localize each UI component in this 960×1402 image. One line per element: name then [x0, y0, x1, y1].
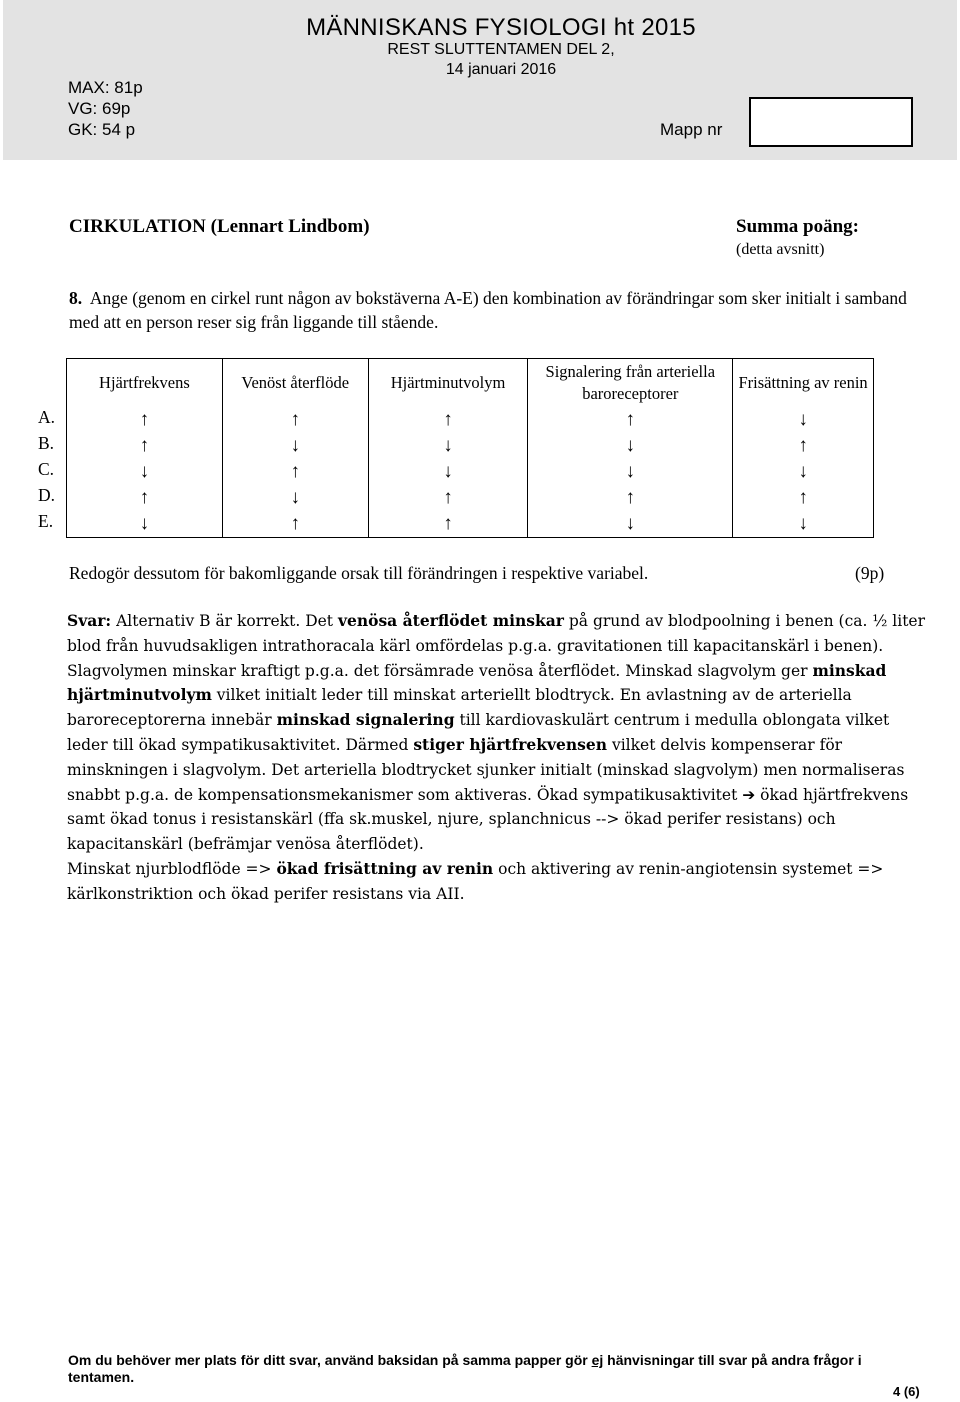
row-label-c[interactable]: C.	[38, 459, 55, 479]
table-row	[67, 459, 874, 485]
answer-seg: ökad frisättning av renin	[276, 858, 494, 878]
row-label-d[interactable]: D.	[38, 485, 56, 505]
course-title: MÄNNISKANS FYSIOLOGI ht 2015	[306, 14, 696, 41]
question-text: Ange (genom en cirkel runt någon av bokstäverna A-E) den kombination av förändringar som sker initialt i samband med att en person reser sig från liggande till stående.	[69, 288, 907, 332]
sum-label: Summa poäng:	[736, 216, 859, 237]
table-row	[67, 485, 874, 511]
points-label: (9p)	[855, 563, 885, 583]
answer-seg: Minskat njurblodflöde =>	[67, 859, 277, 878]
arrow-cell: ↑	[67, 433, 223, 459]
gk-score: GK: 54 p	[68, 120, 136, 139]
footer-underline: ej	[591, 1352, 604, 1368]
arrow-cell: ↓	[733, 407, 874, 433]
answer-seg: och aktivering av renin-angiotensin systemet => kärlkonstriktion och ökad perifer resistans via AII.	[67, 859, 884, 903]
arrow-cell: ↓	[368, 459, 528, 485]
arrow-cell: ↑	[733, 485, 874, 511]
col-header-baroreceptorer: Signalering från arteriella baroreceptorer	[528, 359, 733, 408]
answer-seg: på grund av blodpoolning i benen (ca. ½ liter blod från huvudsakligen intrathoracala kärl omfördelas p.g.a. gravitationen till kapacitanskärl i benen). Slagvolymen minskar kraftigt p.g.a. det försämrade venösa återflödet. Minskad slagvolym ger	[67, 612, 926, 680]
question-8	[69, 286, 919, 334]
answer-seg: vilket delvis kompenserar för minskningen i slagvolym. Det arteriella blodtrycket sjunker initialt (minskad slagvolym) men normaliseras snabbt p.g.a. de kompensationsmekanismer som aktiveras. Ökad sympatikusaktivitet ➔ ökad hjärtfrekvens samt ökad tonus i resistanskärl (ffa sk.muskel, njure, splanchnicus --> ökad perifer resistans) och kapacitanskärl (befrämjar venösa återflödet).	[67, 735, 909, 854]
arrow-cell: ↑	[368, 485, 528, 511]
arrow-cell: ↓	[733, 511, 874, 538]
table-header-row	[67, 359, 874, 408]
row-label-b[interactable]: B.	[38, 433, 55, 453]
footer-text-1: Om du behöver mer plats för ditt svar, använd baksidan på samma papper gör	[68, 1352, 592, 1368]
answer-paragraph-1	[67, 609, 929, 857]
arrow-cell: ↑	[733, 433, 874, 459]
row-label-a[interactable]: A.	[38, 407, 56, 427]
alternatives-table	[66, 358, 874, 538]
footer-text-2: hänvisningar till svar på andra frågor i tentamen.	[68, 1352, 862, 1385]
table-row	[67, 407, 874, 433]
vg-score: VG: 69p	[68, 99, 131, 118]
row-label-e[interactable]: E.	[38, 511, 54, 531]
arrow-cell: ↓	[222, 433, 368, 459]
section-title: CIRKULATION (Lennart Lindbom)	[69, 216, 370, 237]
mapp-nr-box[interactable]	[749, 97, 913, 147]
col-header-venost-aterflode: Venöst återflöde	[222, 359, 368, 408]
footer-note	[68, 1352, 908, 1386]
col-header-hjartminutvolym: Hjärtminutvolym	[368, 359, 528, 408]
arrow-cell: ↑	[222, 459, 368, 485]
exam-header	[3, 0, 957, 160]
col-header-renin: Frisättning av renin	[733, 359, 874, 408]
arrow-cell: ↓	[67, 511, 223, 538]
answer-seg: vilket initialt leder till minskat arteriellt blodtryck. En avlastning av de arteriella baroreceptorerna innebär	[67, 686, 852, 730]
arrow-cell: ↓	[368, 433, 528, 459]
arrow-cell: ↑	[528, 485, 733, 511]
exam-subtitle: REST SLUTTENTAMEN DEL 2,	[387, 41, 615, 58]
arrow-cell: ↑	[222, 511, 368, 538]
answer-seg: venösa återflödet minskar	[337, 611, 564, 630]
arrow-cell: ↑	[368, 407, 528, 433]
max-score: MAX: 81p	[68, 78, 143, 97]
question-number: 8.	[69, 288, 83, 308]
arrow-cell: ↑	[528, 407, 733, 433]
arrow-cell: ↑	[222, 407, 368, 433]
table-row	[67, 433, 874, 459]
answer-seg: till kardiovaskulärt centrum i medulla oblongata vilket leder till ökad sympatikusaktivitet. Därmed	[67, 711, 890, 754]
col-header-hjartfrekvens: Hjärtfrekvens	[67, 359, 223, 408]
table-row	[67, 511, 874, 538]
arrow-cell: ↑	[67, 407, 223, 433]
answer-seg: Alternativ B är korrekt. Det	[111, 612, 338, 630]
instruction-text: Redogör dessutom för bakomliggande orsak till förändringen i respektive variabel.	[69, 563, 649, 583]
answer-seg: minskad signalering	[276, 710, 455, 730]
page-number: 4 (6)	[893, 1384, 920, 1399]
arrow-cell: ↓	[528, 511, 733, 538]
answer-seg: Svar:	[67, 611, 112, 630]
answer-seg: stiger hjärtfrekvensen	[413, 734, 608, 754]
arrow-cell: ↓	[222, 485, 368, 511]
arrow-cell: ↑	[67, 485, 223, 511]
arrow-cell: ↓	[733, 459, 874, 485]
exam-date: 14 januari 2016	[445, 61, 557, 78]
sum-sublabel: (detta avsnitt)	[736, 241, 825, 258]
mapp-nr-label: Mapp nr	[660, 120, 723, 139]
answer-seg: minskad hjärtminutvolym	[67, 660, 887, 705]
arrow-cell: ↓	[528, 459, 733, 485]
answer-block	[67, 609, 929, 907]
answer-paragraph-2	[67, 857, 929, 907]
arrow-cell: ↑	[368, 511, 528, 538]
arrow-cell: ↓	[528, 433, 733, 459]
arrow-cell: ↓	[67, 459, 223, 485]
